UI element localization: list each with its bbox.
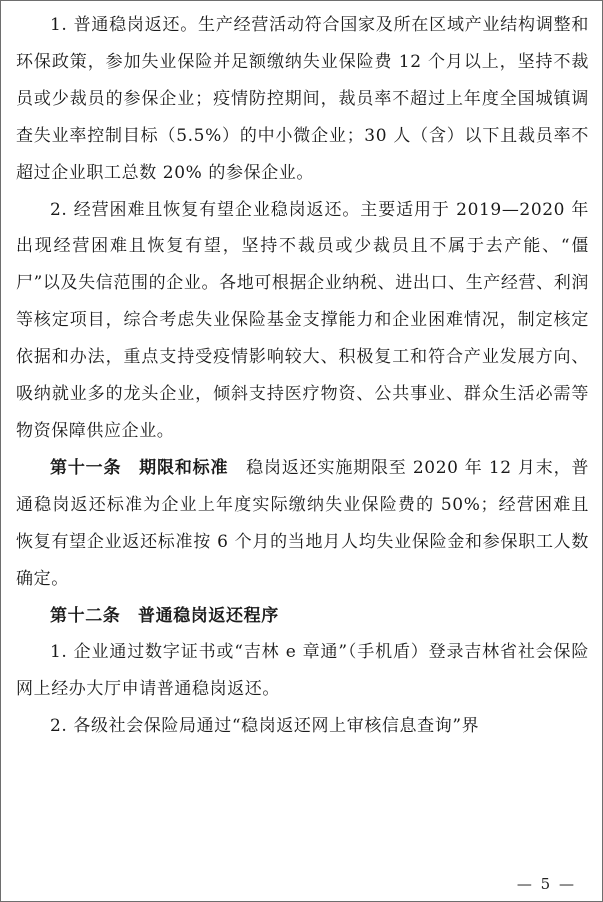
page-number: — 5 — <box>516 875 576 893</box>
paragraph-text: 1. 企业通过数字证书或“吉林 e 章通”（手机盾）登录吉林省社会保险网上经办大厅申请普通稳岗返还。 <box>16 642 589 700</box>
article-12-heading: 第十二条 普通稳岗返还程序 <box>50 605 279 626</box>
paragraph-text: 2. 各级社会保险局通过“稳岗返还网上审核信息查询”界 <box>50 716 480 737</box>
article-11-heading: 第十一条 期限和标准 <box>50 457 229 478</box>
paragraph-text: 稳岗返还实施期限至 2020 年 12 月末，普通稳岗返还标准为企业上年度实际缴纳失业保险费的 50%；经营困难且恢复有望企业返还标准按 6 个月的当地月人均失业保险金和参保职工人数确定。 <box>16 457 590 589</box>
paragraph-online-application <box>16 634 589 708</box>
paragraph-ordinary-job-stabilization <box>16 7 589 192</box>
paragraph-difficult-enterprise-refund <box>16 192 589 450</box>
paragraph-social-insurance-review <box>16 708 589 745</box>
article-11-paragraph <box>16 450 589 598</box>
article-12-paragraph <box>16 598 589 635</box>
paragraph-text: 1. 普通稳岗返还。生产经营活动符合国家及所在区域产业结构调整和环保政策，参加失业保险并足额缴纳失业保险费 12 个月以上，坚持不裁员或少裁员的参保企业；疫情防控期间，裁员率不超过上年度全国城镇调查失业率控制目标（5.5%）的中小微企业；30 人（含）以下且裁员率不超过企业职工总数 20% 的参保企业。 <box>16 15 589 183</box>
document-body <box>16 7 589 745</box>
paragraph-text: 2. 经营困难且恢复有望企业稳岗返还。主要适用于 2019—2020 年出现经营困难且恢复有望，坚持不裁员或少裁员且不属于去产能、“僵尸”以及失信范围的企业。各地可根据企业纳税、进出口、生产经营、利润等核定项目，综合考虑失业保险基金支撑能力和企业困难情况，制定核定依据和办法，重点支持受疫情影响较大、积极复工和符合产业发展方向、吸纳就业多的龙头企业，倾斜支持医疗物资、公共事业、群众生活必需等物资保障供应企业。 <box>16 199 589 441</box>
